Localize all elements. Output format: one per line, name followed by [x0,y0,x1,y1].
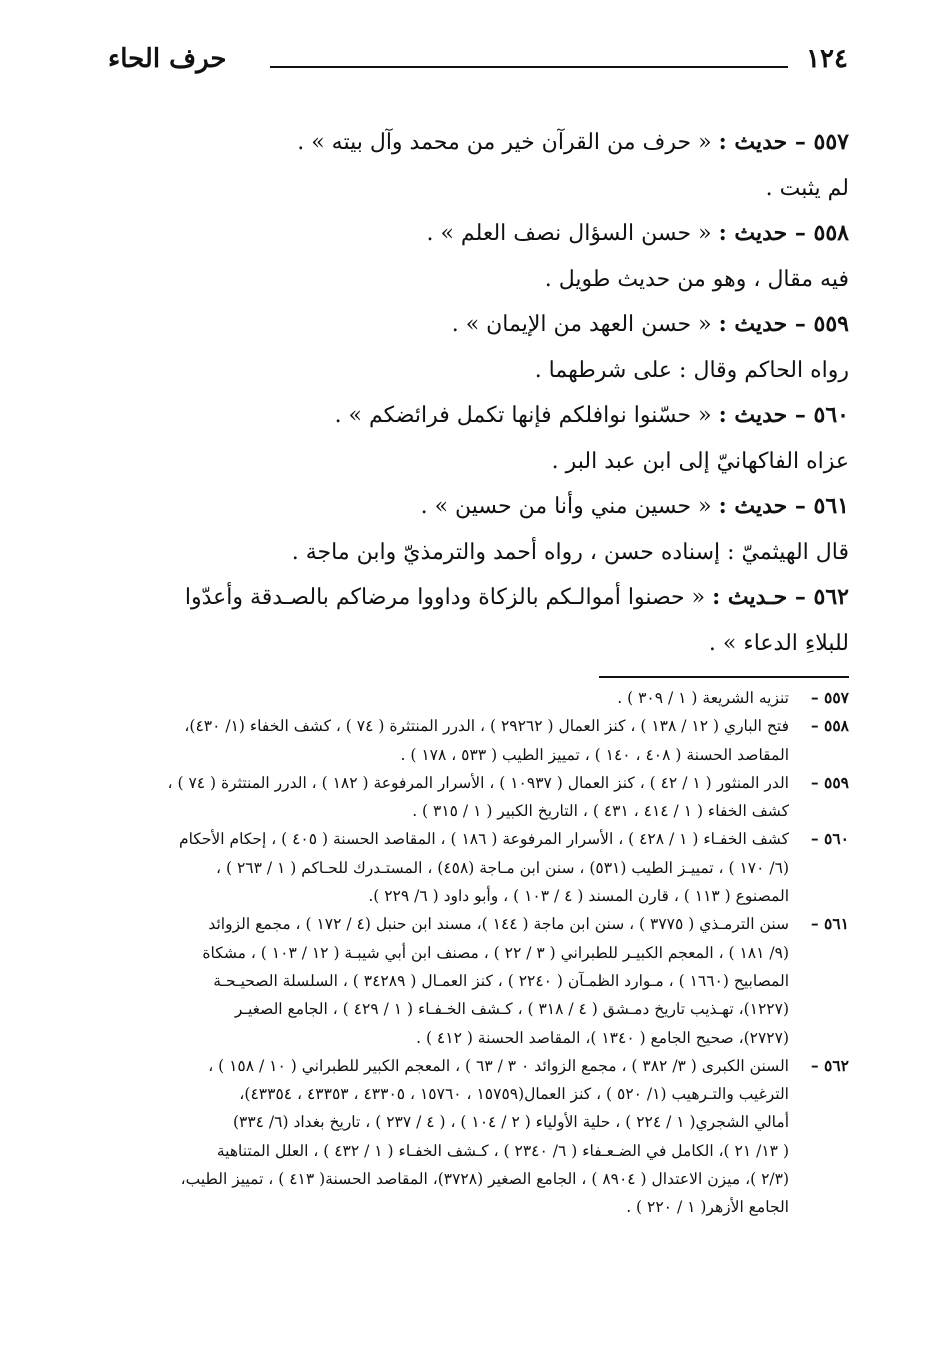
footnote-line: المقاصد الحسنة ( ٤٠٨ ، ١٤٠ ) ، تمييز الطيب ( ٥٣٣ ، ١٧٨ ) . [400,745,789,764]
footnote-separator [599,676,849,678]
footnote-number: ٥٦٠ [824,829,849,849]
hadith-text: « حسن العهد من الإيمان » . [451,312,712,337]
footnote-line: ( ١٣/ ٢١ )، الكامل في الضـعـفاء ( ٦/ ٢٣٤٠ ) ، كـشف الخفـاء ( ١ / ٤٣٢ ) ، العلل المتناهية [216,1141,789,1160]
footnote-text: تنزيه الشريعة ( ١ / ٣٠٩ ) . [617,689,789,707]
hadith-text: « حصنوا أموالـكم بالزكاة وداووا مرضاكم بالصـدقة وأعدّوا [184,585,706,610]
hadith-label: حديث : [718,493,788,519]
hadith-line: ٥٥٩ – حديث : « حسن العهد من الإيمان » . [451,311,849,337]
footnote-line: ٥٥٩ –الدر المنثور ( ١ / ٤٢ ) ، كنز العمال ( ١٠٩٣٧ ) ، الأسرار المرفوعة ( ١٨٢ ) ، الدرر المنتثرة ( ٧٤ ) ، [167,772,849,792]
footnote-line: المصنوع ( ١١٣ ) ، قارن المسند ( ٤ / ١٠٣ ) ، وأبو داود ( ٦/ ٢٢٩ ). [368,887,789,906]
footnote-number: ٥٥٨ [824,716,849,736]
hadith-number: ٥٦٠ [813,402,849,428]
hadith-label: حديث : [718,402,788,428]
footnote-line: ٥٥٨ –فتح الباري ( ١٢ / ١٣٨ ) ، كنز العمال ( ٢٩٢٦٢ ) ، الدرر المنتثرة ( ٧٤ ) ، كشف الخفاء (١/ ٤٣٠)، [184,716,849,736]
footnote-line: (٢/٣ )، ميزن الاعتدال ( ٨٩٠٤ ) ، الجامع الصغير (٣٧٢٨)، المقاصد الحسنة( ٤١٣ ) ، تمييز الطيب، [180,1170,789,1189]
footnote-line: ٥٥٧ –تنزيه الشريعة ( ١ / ٣٠٩ ) . [617,688,849,707]
hadith-comment: عزاه الفاكهانيّ إلى ابن عبد البر . [551,448,849,474]
main-text [100,120,849,666]
footnote-line: ٥٦٠ –كشف الخفـاء ( ١ / ٤٢٨ ) ، الأسرار المرفوعة ( ١٨٦ ) ، المقاصد الحسنة ( ٤٠٥ ) ، إحكام الأحكام [178,829,849,849]
footnote-text: السنن الكبرى ( ٣/ ٣٨٢ ) ، مجمع الزوائد ٠ ٣ / ٦٣ ) ، المعجم الكبير للطبراني ( ١٠ / ١٥٨ ) ، [208,1056,789,1075]
hadith-comment: قال الهيثميّ : إسناده حسن ، رواه أحمد والترمذيّ وابن ماجة . [291,539,849,565]
footnote-line: (٩/ ١٨١ ) ، المعجم الكبيـر للطبراني ( ٣ / ٢٢ ) ، مصنف ابن أبي شيبـة ( ١٢ / ١٠٣ ) ، مشكاة [202,943,789,962]
footnote-line: المصابيح (١٦٦٠ ) ، مـوارد الظمـآن ( ٢٢٤٠ ) ، كنز العمـال ( ٣٤٢٨٩ ) ، السلسلة الصحيـحـة [213,971,789,990]
hadith-number: ٥٥٩ [813,311,849,337]
hadith-comment: لم يثبت . [765,175,849,201]
chapter-title: حرف الحاء [108,44,227,74]
hadith-text: « حسين مني وأنا من حسين » . [420,494,712,519]
footnote-line: ٥٦٢ –السنن الكبرى ( ٣/ ٣٨٢ ) ، مجمع الزوائد ٠ ٣ / ٦٣ ) ، المعجم الكبير للطبراني ( ١٠ / ١٥٨ ) ، [208,1055,849,1075]
footnote-text: سنن الترمـذي ( ٣٧٧٥ ) ، سنن ابن ماجة ( ١٤٤ )، مسند ابن حنبل (٤ / ١٧٢ ) ، مجمع الزوائد [208,915,789,934]
hadith-label: حديث : [718,129,788,155]
footnote-number: ٥٥٧ [824,688,849,707]
page-header [108,44,848,86]
footnote-text: كشف الخفـاء ( ١ / ٤٢٨ ) ، الأسرار المرفوعة ( ١٨٦ ) ، المقاصد الحسنة ( ٤٠٥ ) ، إحكام الأحكام [178,830,789,849]
footnote-line: (١٢٢٧)، تهـذيب تاريخ دمـشق ( ٤ / ٣١٨ ) ، كـشف الخـفـاء ( ١ / ٤٢٩ ) ، الجامع الصغيـر [234,1000,789,1019]
hadith-text: « حسن السؤال نصف العلم » . [426,221,712,246]
hadith-number: ٥٥٨ [813,220,849,246]
hadith-comment: رواه الحاكم وقال : على شرطهما . [534,357,849,383]
hadith-label: حديث : [718,220,788,246]
footnote-line: الترغيب والتـرهيب (١/ ٥٢٠ ) ، كنز العمال(١٥٧٥٩ ، ١٥٧٦٠ ، ٤٣٣٠٥ ، ٤٣٣٥٣ ، ٤٣٣٥٤)، [239,1085,789,1104]
footnote-number: ٥٥٩ [824,772,849,792]
hadith-line: ٥٦٠ – حديث : « حسّنوا نوافلكم فإنها تكمل فرائضكم » . [334,402,849,428]
footnote-line: أمالي الشجري( ١ / ٢٢٤ ) ، حلية الأولياء ( ٢ / ١٠٤ ) ، ( ٤ / ٢٣٧ ) ، تاريخ بغداد (٦/ ٣٣٤) [232,1113,789,1132]
footnotes [100,684,849,1222]
hadith-text: « حرف من القرآن خير من محمد وآل بيته » . [297,130,712,155]
hadith-text-continued: للبلاءِ الدعاء » . [708,630,849,656]
header-rule [270,66,788,68]
footnote-line: ٥٦١ –سنن الترمـذي ( ٣٧٧٥ ) ، سنن ابن ماجة ( ١٤٤ )، مسند ابن حنبل (٤ / ١٧٢ ) ، مجمع الزوائد [208,914,849,934]
hadith-number: ٥٦٢ [813,584,849,610]
hadith-text: « حسّنوا نوافلكم فإنها تكمل فرائضكم » . [334,403,712,428]
hadith-label: حـديث : [712,584,788,610]
hadith-comment: فيه مقال ، وهو من حديث طويل . [544,266,849,292]
footnote-line: (٦/ ١٧٠ ) ، تمييـز الطيب (٥٣١) ، سنن ابن مـاجة (٤٥٨) ، المستـدرك للحـاكم ( ١ / ٢٦٣ ) ، [216,858,789,877]
hadith-number: ٥٦١ [813,493,849,519]
footnote-text: الدر المنثور ( ١ / ٤٢ ) ، كنز العمال ( ١٠٩٣٧ ) ، الأسرار المرفوعة ( ١٨٢ ) ، الدرر المنتثرة ( ٧٤ ) ، [167,773,789,792]
footnote-line: كشف الخفاء ( ١ / ٤١٤ ، ٤٣١ ) ، التاريخ الكبير ( ١ / ٣١٥ ) . [412,802,789,821]
hadith-line: ٥٦٢ – حـديث : « حصنوا أموالـكم بالزكاة وداووا مرضاكم بالصـدقة وأعدّوا [184,584,849,610]
footnote-number: ٥٦١ [824,914,849,934]
hadith-label: حديث : [718,311,788,337]
footnote-line: (٢٧٢٧)، صحيح الجامع ( ١٣٤٠ )، المقاصد الحسنة ( ٤١٢ ) . [416,1028,789,1047]
page-number: ١٢٤ [806,44,848,74]
footnote-line: الجامع الأزهر( ١ / ٢٢٠ ) . [626,1198,789,1217]
hadith-line: ٥٥٧ – حديث : « حرف من القرآن خير من محمد وآل بيته » . [297,129,849,155]
hadith-line: ٥٥٨ – حديث : « حسن السؤال نصف العلم » . [426,220,849,246]
footnote-number: ٥٦٢ [824,1055,849,1075]
footnote-text: فتح الباري ( ١٢ / ١٣٨ ) ، كنز العمال ( ٢٩٢٦٢ ) ، الدرر المنتثرة ( ٧٤ ) ، كشف الخفاء (١/ ٤٣٠)، [184,717,789,736]
hadith-line: ٥٦١ – حديث : « حسين مني وأنا من حسين » . [420,493,849,519]
hadith-number: ٥٥٧ [813,129,849,155]
